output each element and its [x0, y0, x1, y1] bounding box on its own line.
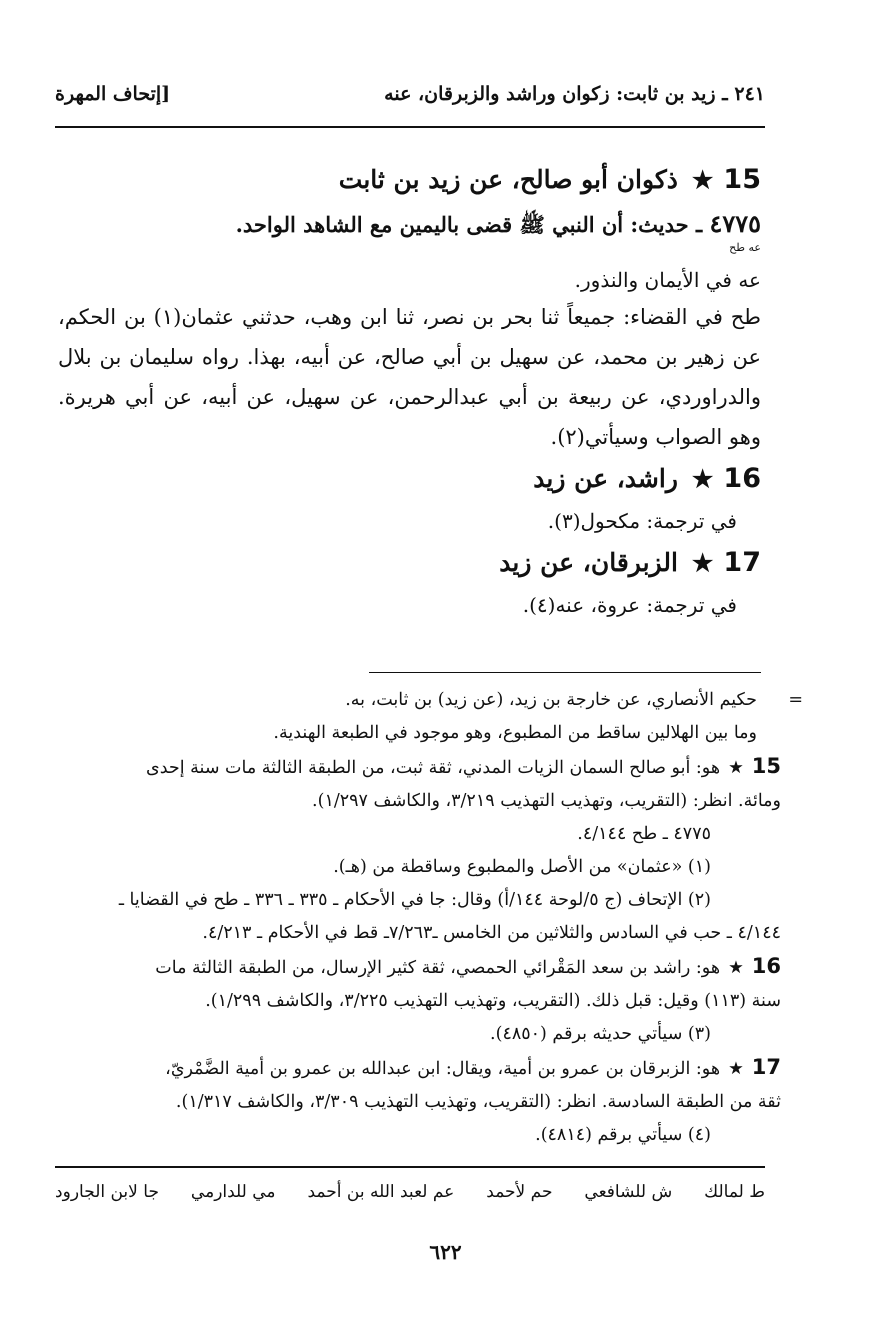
footnote-hadith-ref: ٤٧٧٥ ـ طح ٤/١٤٤. — [577, 824, 711, 844]
entry-title: الزبرقان، عن زيد — [499, 548, 678, 577]
footnotes — [58, 684, 803, 1152]
abbreviation: مي للدارمي — [190, 1182, 276, 1202]
source-symbols-text: عه في الأيمان والنذور. — [574, 268, 761, 292]
star-icon: ★ — [728, 758, 744, 778]
running-header — [55, 76, 765, 112]
isnad-paragraph — [58, 297, 761, 457]
star-icon: ★ — [691, 548, 714, 577]
continuation-mark: = — [788, 690, 803, 710]
footnote-3: (٣) سيأتي حديثه برقم (٤٨٥٠). — [490, 1024, 711, 1044]
footnote-text: هو: راشد بن سعد المَقْرائي الحمصي، ثقة كثير الإرسال، من الطبقة الثالثة مات — [155, 958, 721, 978]
footnote-text: ثقة من الطبقة السادسة. انظر: (التقريب، وتهذيب التهذيب ٣/٣٠٩، والكاشف ١/٣١٧). — [175, 1092, 781, 1112]
footnote-text: حكيم الأنصاري، عن خارجة بن زيد، (عن زيد) بن ثابت، به. — [345, 690, 757, 710]
footnote-continuation — [58, 684, 803, 717]
footnote-15 — [58, 750, 781, 785]
entry-17-reference: في ترجمة: عروة، عنه(٤). — [522, 593, 737, 617]
header-rule — [55, 126, 765, 128]
source-symbols — [58, 243, 761, 291]
entry-title: ذكوان أبو صالح، عن زيد بن ثابت — [338, 165, 678, 194]
abbreviations-key — [55, 1182, 765, 1202]
entry-number: 15 — [723, 164, 761, 195]
star-icon: ★ — [691, 464, 714, 493]
footnote-16 — [58, 950, 781, 985]
main-text — [58, 158, 761, 625]
entry-title: راشد، عن زيد — [533, 464, 678, 493]
entry-number: 17 — [723, 547, 761, 578]
footnote-text: ٤/١٤٤ ـ حب في السادس والثلاثين من الخامس ـ٧/٢٦٣ـ قط في الأحكام ـ ٤/٢١٣. — [202, 923, 781, 943]
page-number: ٦٢٢ — [429, 1240, 462, 1264]
abbreviation: ش للشافعي — [584, 1182, 673, 1202]
entry-16-reference: في ترجمة: مكحول(٣). — [547, 509, 737, 533]
entry-17-heading — [58, 541, 761, 585]
footnote-2: (٢) الإتحاف (ج ٥/لوحة ١٤٤/أ) وقال: جا في الأحكام ـ ٣٣٥ ـ ٣٣٦ ـ طح في القضايا ـ — [118, 890, 711, 910]
abbreviation: جا لابن الجارود — [55, 1182, 159, 1202]
footnote-text: ومائة. انظر: (التقريب، وتهذيب التهذيب ٣/٢١٩، والكاشف ١/٢٩٧). — [312, 791, 781, 811]
entry-15-heading — [58, 158, 761, 202]
abbreviations-separator — [55, 1166, 765, 1168]
footnote-4: (٤) سيأتي برقم (٤٨١٤). — [535, 1125, 711, 1145]
footnote-text: وما بين الهلالين ساقط من المطبوع، وهو موجود في الطبعة الهندية. — [273, 723, 757, 743]
header-chapter-title: ٢٤١ ـ زيد بن ثابت: زكوان وراشد والزبرقان، عنه — [384, 83, 765, 105]
paragraph-line: الحكم، عن زهير بن محمد، عن سهيل بن أبي صالح، عن أبيه، بهذا. رواه — [58, 305, 761, 369]
hadith-text: ـ حديث: أن النبي ﷺ قضى باليمين مع الشاهد الواحد. — [235, 212, 710, 237]
abbreviation: عم لعبد الله بن أحمد — [307, 1182, 455, 1202]
header-book-title: [إتحاف المهرة — [55, 83, 171, 105]
star-icon: ★ — [728, 1059, 744, 1079]
footnote-number: 15 — [751, 754, 781, 778]
footnote-text: هو: الزبرقان بن عمرو بن أمية، ويقال: ابن عبدالله بن عمرو بن أمية الضَّمْريّ، — [165, 1059, 721, 1079]
star-icon: ★ — [691, 165, 714, 194]
footnote-number: 16 — [751, 954, 781, 978]
paragraph-line: طح في القضاء: جميعاً ثنا بحر بن نصر، ثنا ابن وهب، حدثني عثمان(١) بن — [124, 305, 761, 329]
footnote-17 — [58, 1051, 781, 1086]
hadith-line — [58, 206, 761, 243]
star-icon: ★ — [728, 958, 744, 978]
footnote-1: (١) «عثمان» من الأصل والمطبوع وساقطة من (هـ). — [333, 857, 711, 877]
paragraph-line: عن أبي هريرة. وهو الصواب وسيأتي(٢). — [58, 385, 761, 449]
footnote-text: سنة (١١٣) وقيل: قبل ذلك. (التقريب، وتهذيب التهذيب ٣/٢٢٥، والكاشف ١/٢٩٩). — [205, 991, 781, 1011]
footnote-number: 17 — [751, 1055, 781, 1079]
source-symbols-small: عه طح — [729, 241, 761, 254]
hadith-number: ٤٧٧٥ — [709, 209, 761, 238]
footnote-text: هو: أبو صالح السمان الزيات المدني، ثقة ثبت، من الطبقة الثالثة مات سنة إحدى — [146, 758, 721, 778]
entry-16-heading — [58, 457, 761, 501]
entry-number: 16 — [723, 463, 761, 494]
footnote-separator — [369, 672, 761, 673]
abbreviation: حم لأحمد — [486, 1182, 553, 1202]
abbreviation: ط لمالك — [704, 1182, 765, 1202]
paragraph-line: سليمان بن بلال والدراوردي، عن ربيعة بن أبي عبدالرحمن، عن سهيل، عن أبيه، — [58, 345, 761, 409]
